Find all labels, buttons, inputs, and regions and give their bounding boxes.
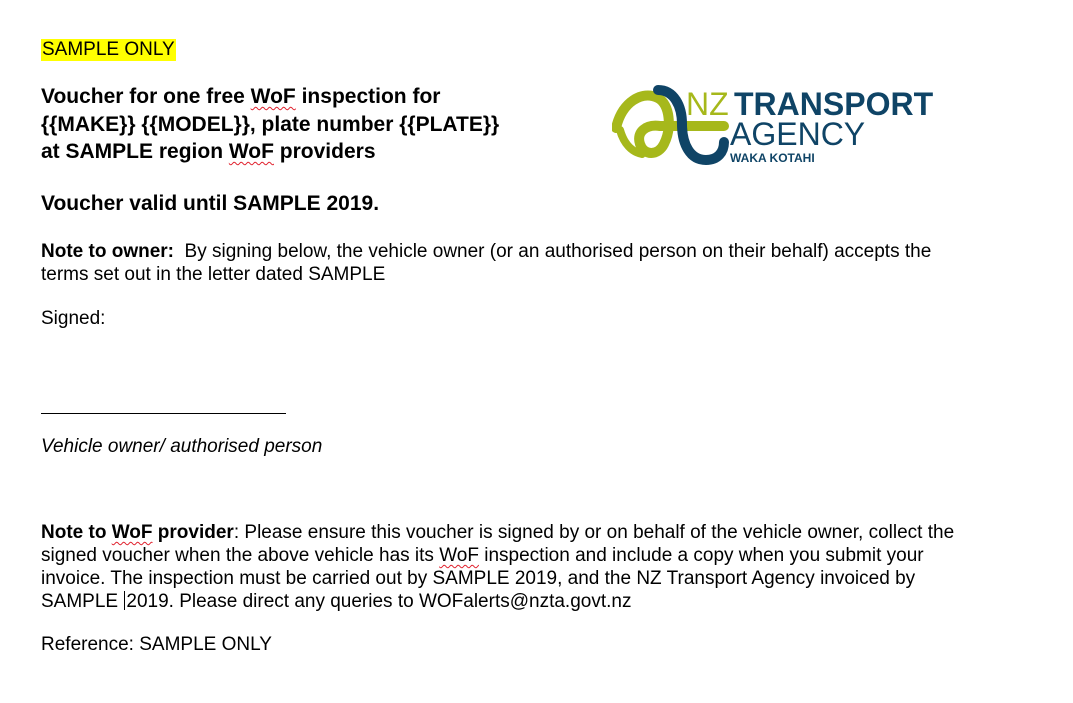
logo-mark-icon [612,82,957,168]
voucher-title [41,83,601,166]
provider-note-text-1: : Please ensure this voucher is signed by or on behalf of the vehicle owner, collect the [233,522,955,543]
provider-note-wof-word: WoF [111,522,153,543]
logo-transport-text: TRANSPORT [734,86,934,122]
title-line-1 [41,83,601,111]
provider-note-line-4-start: SAMPLE [41,591,124,612]
provider-note-label-start: Note to [41,522,112,543]
sample-only-highlight: SAMPLE ONLY [42,39,175,60]
owner-caption: Vehicle owner/ authorised person [41,436,323,457]
provider-note-label [41,522,234,543]
provider-note-line-2-end: inspection and include a copy when you submit your [478,545,924,566]
title-line-3 [41,138,601,166]
logo-waka-kotahi-text: WAKA KOTAHI [730,151,815,165]
validity-heading: Voucher valid until SAMPLE 2019. [41,192,380,215]
provider-note-label-end: provider [152,522,234,543]
provider-note-line-3: invoice. The inspection must be carried out by SAMPLE 2019, and the NZ Transport Agency invoiced by [41,568,916,589]
provider-note-line-4-end: 2019. Please direct any queries to WOFalerts@nzta.govt.nz [126,591,632,612]
title-wof-word-2: WoF [228,140,274,163]
title-line-1-start: Voucher for one free [41,85,251,108]
logo-agency-text: AGENCY [730,116,866,152]
provider-note-line-2-start: signed voucher when the above vehicle has its [41,545,440,566]
signature-line [41,413,286,414]
signed-label: Signed: [41,308,106,329]
title-line-3-start: at SAMPLE region [41,140,229,163]
owner-note-label: Note to owner: [41,241,174,262]
provider-note-line-2 [41,544,1031,567]
title-line-3-end: providers [273,140,376,163]
owner-note-text-1: By signing below, the vehicle owner (or an authorised person on their behalf) accepts the [174,241,932,262]
owner-note [41,240,1031,286]
nz-transport-agency-logo [612,82,957,168]
title-line-2: {{MAKE}} {{MODEL}}, plate number {{PLATE}} [41,112,500,136]
provider-note-line-4 [41,590,1031,613]
owner-note-line-2: terms set out in the letter dated SAMPLE [41,264,386,285]
provider-note-wof-word-2: WoF [439,545,479,566]
title-line-1-end: inspection for [295,85,441,108]
title-wof-word: WoF [250,85,296,108]
reference-line: Reference: SAMPLE ONLY [41,634,272,655]
provider-note [41,521,1031,613]
owner-note-line-1 [41,240,1031,263]
logo-nz-text: NZ [686,86,729,122]
provider-note-line-1 [41,521,1031,544]
